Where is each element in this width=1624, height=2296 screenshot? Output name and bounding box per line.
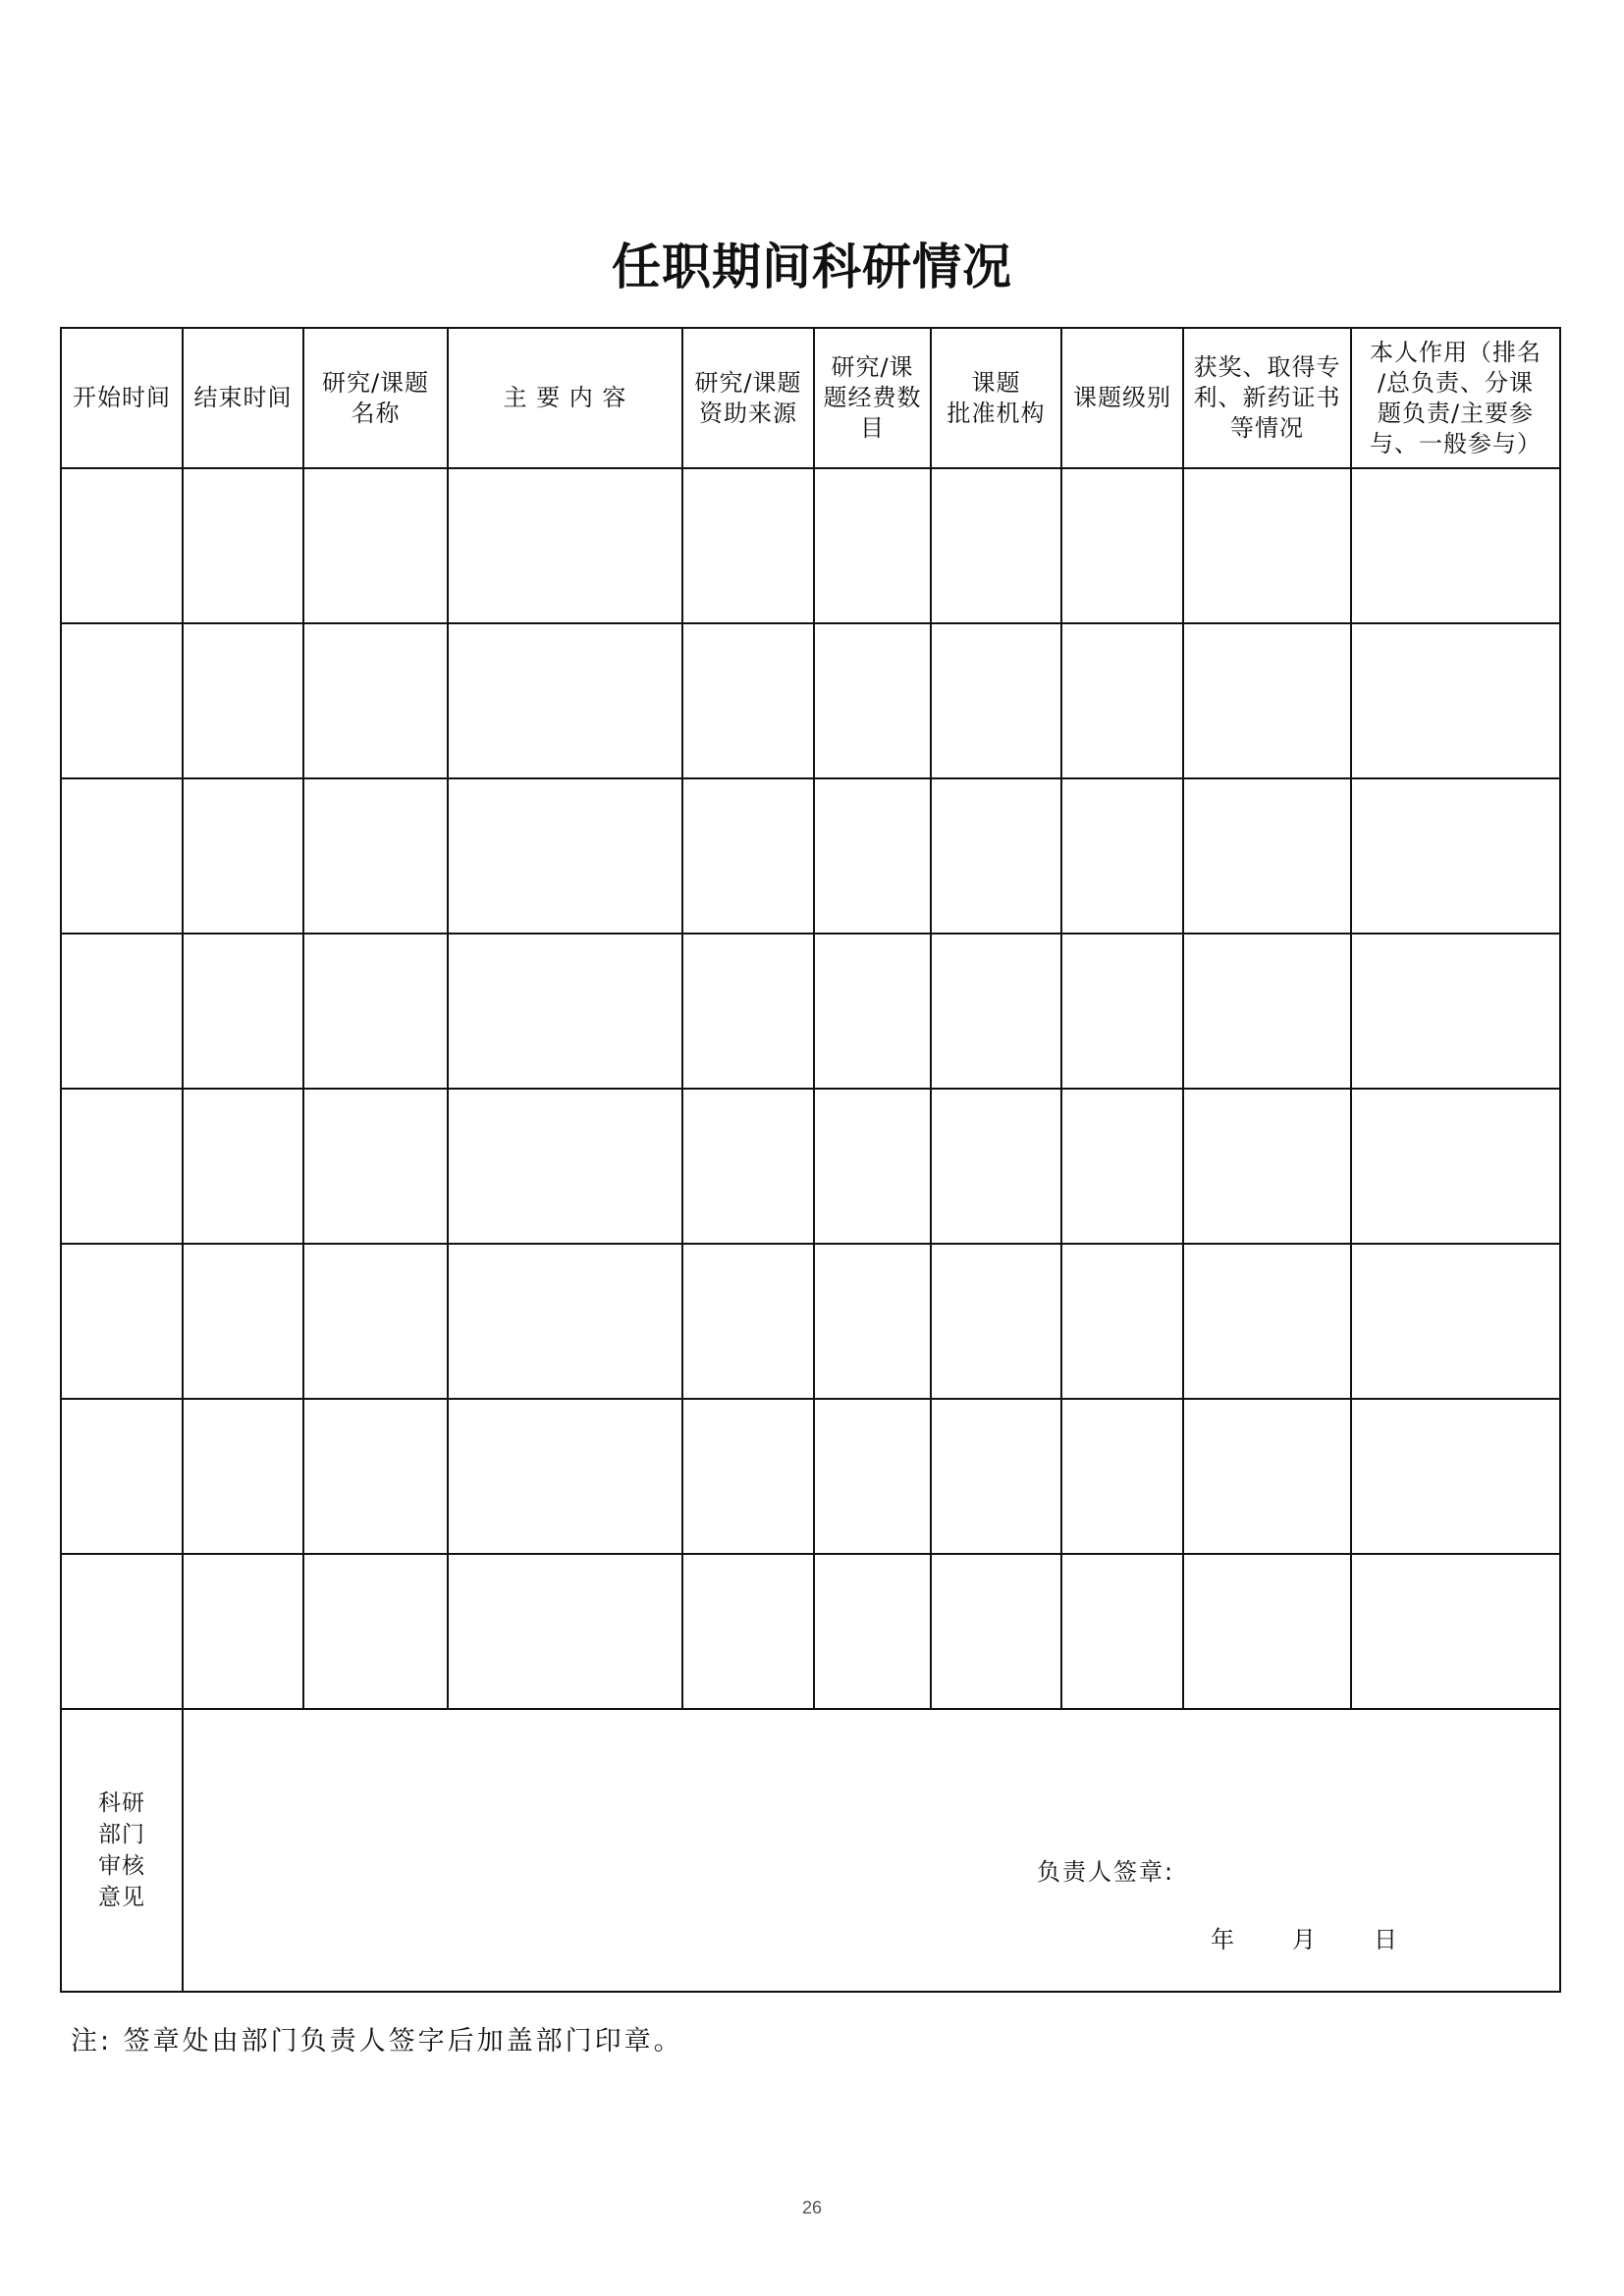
table-row bbox=[61, 1399, 1560, 1554]
table-cell[interactable] bbox=[61, 468, 183, 623]
table-cell[interactable] bbox=[61, 778, 183, 934]
table-cell[interactable] bbox=[682, 623, 814, 778]
table-cell[interactable] bbox=[183, 1089, 303, 1244]
table-cell[interactable] bbox=[931, 778, 1061, 934]
table-cell[interactable] bbox=[1061, 1244, 1183, 1399]
table-cell[interactable] bbox=[183, 623, 303, 778]
table-cell[interactable] bbox=[1351, 1554, 1560, 1709]
review-label: 科研 部门 审核 意见 bbox=[98, 1790, 145, 1910]
table-cell[interactable] bbox=[1351, 623, 1560, 778]
table-cell[interactable] bbox=[303, 1399, 448, 1554]
page-number: 26 bbox=[801, 2198, 823, 2217]
table-cell[interactable] bbox=[814, 468, 931, 623]
table-cell[interactable] bbox=[814, 1554, 931, 1709]
table-cell[interactable] bbox=[448, 468, 682, 623]
table-cell[interactable] bbox=[303, 1244, 448, 1399]
date-month-label: 月 bbox=[1292, 1926, 1317, 1953]
table-cell[interactable] bbox=[61, 1554, 183, 1709]
table-cell[interactable] bbox=[183, 1244, 303, 1399]
table-row bbox=[61, 778, 1560, 934]
header-project-name: 研究/课题 名称 bbox=[303, 328, 448, 468]
table-cell[interactable] bbox=[61, 1089, 183, 1244]
table-cell[interactable] bbox=[303, 778, 448, 934]
table-row bbox=[61, 1554, 1560, 1709]
table-cell[interactable] bbox=[814, 1089, 931, 1244]
table-cell[interactable] bbox=[1183, 468, 1351, 623]
table-cell[interactable] bbox=[814, 778, 931, 934]
table-cell[interactable] bbox=[183, 934, 303, 1089]
table-cell[interactable] bbox=[303, 1089, 448, 1244]
table-cell[interactable] bbox=[1061, 1554, 1183, 1709]
table-cell[interactable] bbox=[1183, 1244, 1351, 1399]
table-cell[interactable] bbox=[448, 1399, 682, 1554]
table-cell[interactable] bbox=[682, 778, 814, 934]
table-cell[interactable] bbox=[448, 1244, 682, 1399]
table-cell[interactable] bbox=[1061, 934, 1183, 1089]
table-row bbox=[61, 1244, 1560, 1399]
review-row bbox=[61, 1709, 1560, 1992]
table-row bbox=[61, 468, 1560, 623]
table-cell[interactable] bbox=[931, 623, 1061, 778]
table-cell[interactable] bbox=[931, 468, 1061, 623]
table-cell[interactable] bbox=[448, 623, 682, 778]
table-cell[interactable] bbox=[1061, 778, 1183, 934]
table-cell[interactable] bbox=[682, 1399, 814, 1554]
table-cell[interactable] bbox=[183, 1554, 303, 1709]
review-label-cell bbox=[61, 1709, 183, 1992]
table-row bbox=[61, 623, 1560, 778]
footnote: 注: 签章处由部门负责人签字后加盖部门印章。 bbox=[71, 2026, 683, 2056]
table-cell[interactable] bbox=[448, 778, 682, 934]
page-title: 任职期间科研情况 bbox=[612, 238, 1012, 295]
table-cell[interactable] bbox=[682, 1554, 814, 1709]
table-cell[interactable] bbox=[931, 934, 1061, 1089]
table-cell[interactable] bbox=[1351, 778, 1560, 934]
table-cell[interactable] bbox=[931, 1244, 1061, 1399]
header-funding-source: 研究/课题 资助来源 bbox=[682, 328, 814, 468]
table-cell[interactable] bbox=[61, 1244, 183, 1399]
header-awards-patents: 获奖、取得专 利、新药证书 等情况 bbox=[1183, 328, 1351, 468]
header-start-time: 开始时间 bbox=[61, 328, 183, 468]
review-opinion-area[interactable] bbox=[183, 1709, 1560, 1992]
table-cell[interactable] bbox=[303, 468, 448, 623]
table-header-row bbox=[61, 328, 1560, 468]
table-cell[interactable] bbox=[1061, 468, 1183, 623]
table-cell[interactable] bbox=[1061, 623, 1183, 778]
table-cell[interactable] bbox=[682, 468, 814, 623]
date-year-label: 年 bbox=[1211, 1926, 1235, 1953]
table-cell[interactable] bbox=[61, 934, 183, 1089]
table-row bbox=[61, 1089, 1560, 1244]
table-cell[interactable] bbox=[448, 1554, 682, 1709]
table-cell[interactable] bbox=[814, 934, 931, 1089]
table-cell[interactable] bbox=[1351, 1399, 1560, 1554]
table-cell[interactable] bbox=[1061, 1399, 1183, 1554]
table-cell[interactable] bbox=[682, 1244, 814, 1399]
header-approving-body: 课题 批准机构 bbox=[931, 328, 1061, 468]
table-cell[interactable] bbox=[814, 1244, 931, 1399]
date-day-label: 日 bbox=[1374, 1926, 1398, 1953]
table-row bbox=[61, 934, 1560, 1089]
table-cell[interactable] bbox=[183, 468, 303, 623]
table-cell[interactable] bbox=[931, 1399, 1061, 1554]
table-cell[interactable] bbox=[1183, 623, 1351, 778]
table-cell[interactable] bbox=[448, 1089, 682, 1244]
table-cell[interactable] bbox=[183, 1399, 303, 1554]
table-cell[interactable] bbox=[814, 1399, 931, 1554]
table-cell[interactable] bbox=[61, 1399, 183, 1554]
table-cell[interactable] bbox=[1183, 1399, 1351, 1554]
table-cell[interactable] bbox=[1183, 1089, 1351, 1244]
table-cell[interactable] bbox=[183, 778, 303, 934]
table-cell[interactable] bbox=[1183, 1554, 1351, 1709]
table-cell[interactable] bbox=[1351, 934, 1560, 1089]
header-end-time: 结束时间 bbox=[183, 328, 303, 468]
header-project-level: 课题级别 bbox=[1061, 328, 1183, 468]
table-cell[interactable] bbox=[814, 623, 931, 778]
table-cell[interactable] bbox=[303, 623, 448, 778]
table-cell[interactable] bbox=[682, 934, 814, 1089]
research-record-table bbox=[60, 327, 1561, 1993]
table-cell[interactable] bbox=[303, 934, 448, 1089]
table-cell[interactable] bbox=[1351, 1089, 1560, 1244]
table-cell[interactable] bbox=[1183, 778, 1351, 934]
table-cell[interactable] bbox=[931, 1554, 1061, 1709]
header-personal-role: 本人作用（排名 /总负责、分课 题负责/主要参 与、一般参与） bbox=[1351, 328, 1560, 468]
table-cell[interactable] bbox=[682, 1089, 814, 1244]
header-main-content: 主 要 内 容 bbox=[448, 328, 682, 468]
table-cell[interactable] bbox=[61, 623, 183, 778]
table-cell[interactable] bbox=[448, 934, 682, 1089]
table-cell[interactable] bbox=[1061, 1089, 1183, 1244]
signer-label: 负责人签章: bbox=[1037, 1858, 1175, 1886]
table-cell[interactable] bbox=[1351, 468, 1560, 623]
table-cell[interactable] bbox=[931, 1089, 1061, 1244]
header-funding-amount: 研究/课 题经费数 目 bbox=[814, 328, 931, 468]
table-cell[interactable] bbox=[1351, 1244, 1560, 1399]
table-cell[interactable] bbox=[303, 1554, 448, 1709]
table-cell[interactable] bbox=[1183, 934, 1351, 1089]
